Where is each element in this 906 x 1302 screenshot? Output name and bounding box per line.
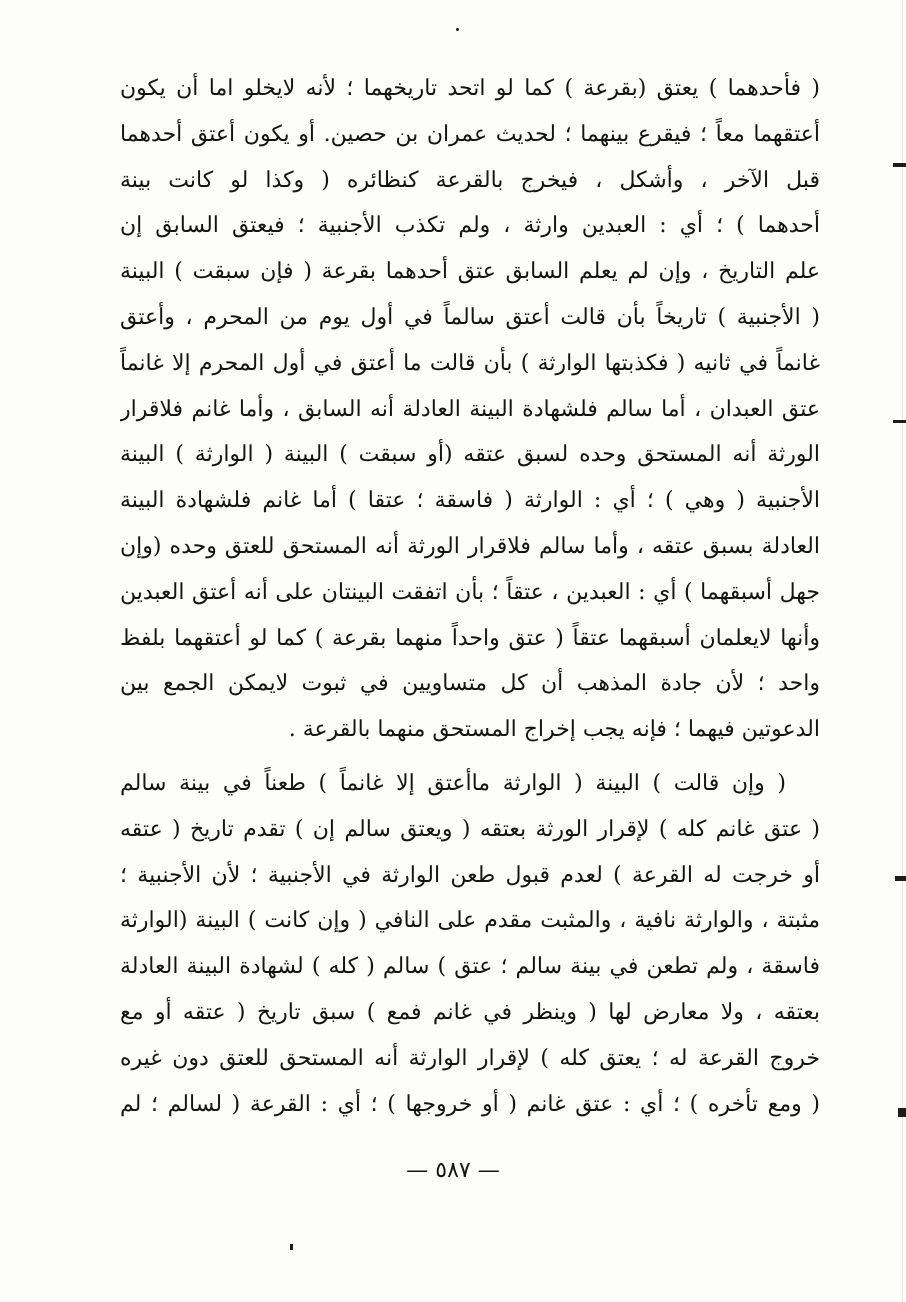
- page-edge-shadow: [902, 0, 903, 1302]
- text-line: عتق العبدان ، أما سالم فلشهادة البينة العادلة أنه السابق ، وأما غانم فلاقرار: [120, 396, 820, 422]
- scan-speck: [456, 28, 459, 31]
- text-line: أعتقهما معاً ؛ فيقرع بينهما ؛ لحديث عمران بن حصين. أو يكون أعتق أحدهما: [120, 121, 820, 147]
- text-line: علم التاريخ ، وإن لم يعلم السابق عتق أحدهما بقرعة ( فإن سبقت ) البينة: [120, 259, 820, 285]
- text-line: خروج القرعة له ؛ يعتق كله ) لإقرار الوارثة أنه المستحق للعتق دون غيره: [120, 1045, 820, 1071]
- text-line: ( وإن قالت ) البينة ( الوارثة ماأعتق إلا غانماً ) طعناً في بينة سالم: [120, 770, 786, 796]
- margin-scan-mark: [893, 163, 906, 167]
- text-line: أو خرجت له القرعة ) لعدم قبول طعن الوارثة في الأجنبية ؛ لأن الأجنبية ؛: [120, 862, 820, 888]
- text-line: جهل أسبقهما ) أي : العبدين ، عتقاً ؛ بأن اتفقت البينتان على أنه أعتق العبدين: [120, 579, 820, 605]
- text-line: مثبتة ، والوارثة نافية ، والمثبت مقدم على النافي ( وإن كانت ) البينة (الوارثة: [120, 908, 820, 934]
- paragraph: [120, 761, 820, 1127]
- text-line: وأنها لايعلمان أسبقهما عتقاً ( عتق واحداً منهما بقرعة ) كما لو أعتقهما بلفظ: [120, 625, 820, 651]
- text-line: الورثة أنه المستحق وحده لسبق عتقه (أو سبقت ) البينة ( الوارثة ) البينة: [120, 442, 820, 468]
- text-line: ( عتق غانم كله ) لإقرار الورثة بعتقه ( ويعتق سالم إن ) تقدم تاريخ ( عتقه: [120, 816, 820, 842]
- text-line: قبل الآخر ، وأشكل ، فيخرج بالقرعة كنظائره ( وكذا لو كانت بينة: [120, 167, 820, 193]
- margin-scan-mark: [893, 420, 906, 423]
- text-line: العادلة بسبق عتقه ، وأما سالم فلاقرار الورثة أنه المستحق للعتق وحده (وإن: [120, 533, 820, 559]
- margin-scan-mark: [898, 1108, 906, 1117]
- text-line: واحد ؛ لأن جادة المذهب أن كل متساويين في ثبوت لايمكن الجمع بين: [120, 671, 820, 697]
- text-line: الدعوتين فيهما ؛ فإنه يجب إخراج المستحق منهما بالقرعة .: [288, 717, 820, 743]
- text-line: ( فأحدهما ) يعتق (بقرعة ) كما لو اتحد تاريخهما ؛ لأنه لايخلو اما أن يكون: [120, 76, 820, 101]
- text-line: بعتقه ، ولا معارض لها ( وينظر في غانم فمع ) سبق تاريخ ( عتقه أو مع: [120, 999, 820, 1025]
- text-line: غانماً في ثانيه ( فكذبتها الوارثة ) بأن قالت ما أعتق في أول المحرم إلا غانماً: [120, 350, 820, 376]
- text-line: أحدهما ) ؛ أي : العبدين وارثة ، ولم تكذب الأجنبية ؛ فيعتق السابق إن: [120, 213, 820, 239]
- paragraph: [120, 66, 820, 753]
- page-number: — ٥٨٧ —: [406, 1158, 500, 1183]
- margin-scan-mark: [895, 876, 906, 881]
- text-line: الأجنبية ( وهي ) ؛ أي : الوارثة ( فاسقة ؛ عتقا ) أما غانم فلشهادة البينة: [120, 488, 820, 514]
- text-line: فاسقة ، ولم تطعن في بينة سالم ؛ عتق ) سالم ( كله ) لشهادة البينة العادلة: [120, 954, 820, 980]
- scan-speck: [290, 1244, 293, 1250]
- body-text: [120, 66, 820, 1127]
- text-line: ( الأجنبية ) تاريخاً بأن قالت أعتق سالماً في أول يوم من المحرم ، وأعتق: [120, 304, 820, 330]
- text-line: ( ومع تأخره ) ؛ أي : عتق غانم ( أو خروجها ) ؛ أي : القرعة ( لسالم ؛ لم: [120, 1091, 820, 1117]
